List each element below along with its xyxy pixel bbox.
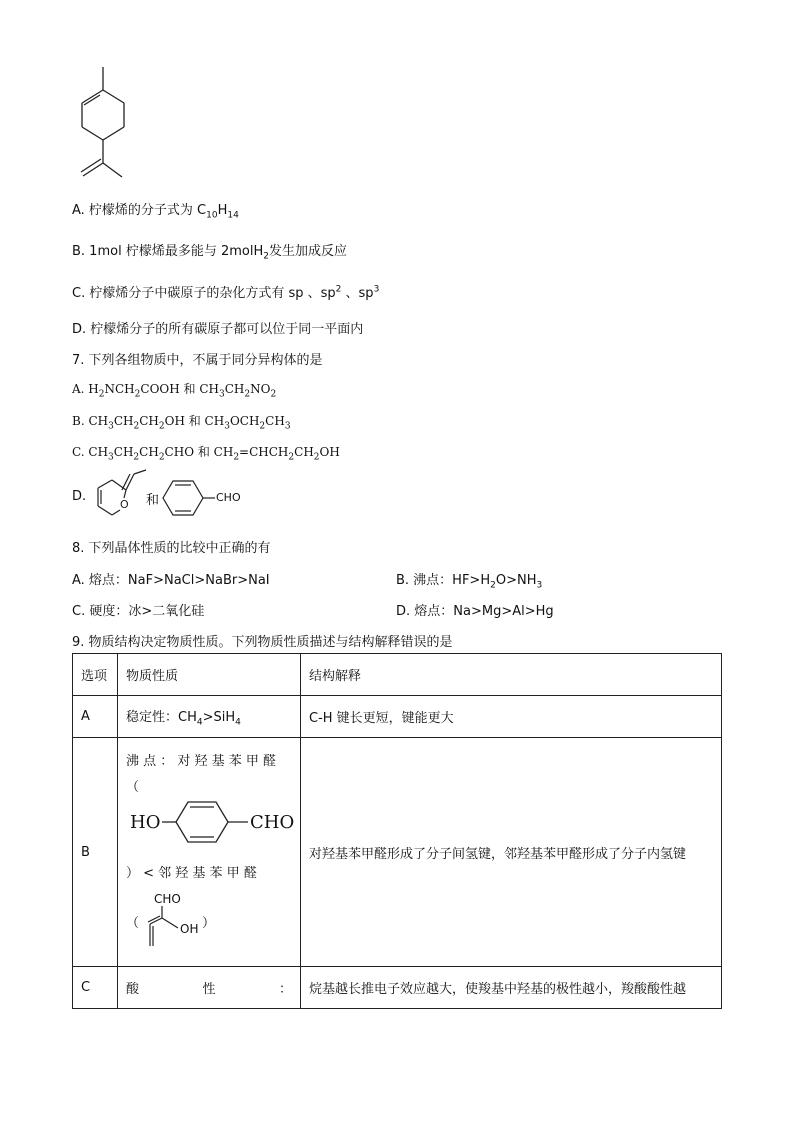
table-row-b: [73, 738, 722, 967]
q7-d-and: 和: [146, 493, 160, 508]
q7-d-cho: CHO: [216, 491, 241, 504]
q8-option-b: B. 沸点：$HF>H_2O>NH_3$: [396, 573, 543, 591]
q7-option-b: B. $CH_3CH_2CH_2OH$ 和 $CH_3OCH_2CH_3$: [72, 414, 291, 432]
q8-option-d: D. 熔点：Na>Mg>Al>Hg: [396, 604, 554, 619]
row-c-property: [118, 967, 301, 1009]
row-b-property: [118, 738, 301, 967]
row-b-explanation: 对羟基苯甲醛形成了分子间氢键，邻羟基苯甲醛形成了分子内氢键: [301, 738, 722, 967]
q7-option-a: A. $H_2NCH_2COOH$ 和 $CH_3CH_2NO_2$: [72, 382, 277, 400]
option-b: B. 1mol 柠檬烯最多能与 2molH$_2$发生加成反应: [72, 244, 347, 262]
table-header-row: [73, 654, 722, 696]
ring-oxygen-label: O: [120, 498, 129, 511]
header-option: 选项: [73, 654, 118, 696]
question-7-stem: 7. 下列各组物质中，不属于同分异构体的是: [72, 353, 323, 368]
q7-option-d-label: D.: [72, 489, 87, 504]
ortho-paren-close: ）: [202, 916, 216, 931]
row-c-option: C: [73, 967, 118, 1009]
table-row-c: [73, 967, 722, 1009]
ortho-paren-open: （: [126, 916, 140, 931]
row-a-property: 稳定性：$CH_4>SiH_4$: [118, 696, 301, 738]
ortho-cho-label: CHO: [154, 892, 181, 906]
header-property: 物质性质: [118, 654, 301, 696]
option-d: D. 柠檬烯分子的所有碳原子都可以位于同一平面内: [72, 322, 364, 337]
limonene-structure: [70, 62, 140, 192]
header-explanation: 结构解释: [301, 654, 722, 696]
para-cho-label: CHO: [250, 812, 295, 833]
row-b-line3: ） < 邻 羟 基 苯 甲 醛: [126, 866, 257, 881]
option-a: A. 柠檬烯的分子式为 $C_{10}H_{14}$: [72, 203, 239, 221]
option-c: C. 柠檬烯分子中碳原子的杂化方式有 sp 、$sp^2$ 、$sp^3$: [72, 284, 380, 301]
row-a-option: A: [73, 696, 118, 738]
q8-option-c: C. 硬度：冰>二氧化硅: [72, 604, 205, 619]
ortho-oh-label: OH: [180, 922, 199, 936]
row-c-prop-c: ：: [278, 982, 292, 997]
q9-table: [72, 653, 722, 1009]
row-c-explanation: 烷基越长推电子效应越大，使羧基中羟基的极性越小，羧酸酸性越: [301, 967, 722, 1009]
para-ho-label: HO: [130, 812, 161, 833]
row-b-option: B: [73, 738, 118, 967]
row-c-prop-a: 酸: [126, 982, 140, 997]
row-a-explanation: C-H 键长更短，键能更大: [301, 696, 722, 738]
q8-option-a: A. 熔点：NaF>NaCl>NaBr>NaI: [72, 573, 270, 588]
benzaldehyde-structure: [163, 478, 223, 518]
question-8-stem: 8. 下列晶体性质的比较中正确的有: [72, 541, 271, 556]
vinyl-pyran-structure: [88, 470, 138, 525]
table-row-a: [73, 696, 722, 738]
para-hydroxybenzaldehyde-ring: [162, 800, 262, 844]
question-9-stem: 9. 物质结构决定物质性质。下列物质性质描述与结构解释错误的是: [72, 635, 453, 650]
q7-option-c: C. $CH_3CH_2CH_2CHO$ 和 $CH_2=CHCH_2CH_2OH$: [72, 445, 340, 463]
row-b-line2: （: [126, 780, 140, 795]
row-b-line1: 沸 点 ： 对 羟 基 苯 甲 醛: [126, 754, 277, 769]
row-c-prop-b: 性: [202, 982, 216, 997]
